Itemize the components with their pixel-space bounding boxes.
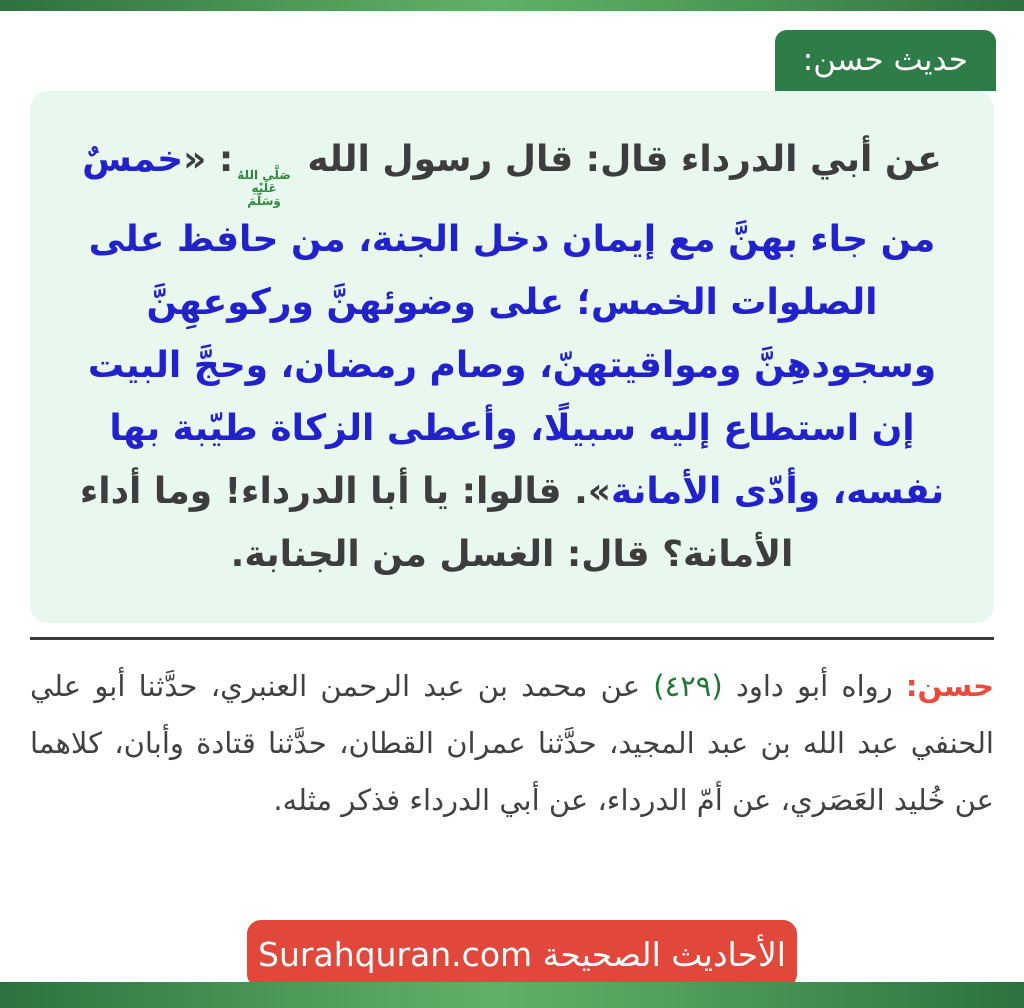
hadith-text bbox=[68, 128, 956, 586]
bottom-accent-bar bbox=[0, 982, 1024, 1008]
grading-paragraph bbox=[30, 658, 994, 829]
top-accent-bar bbox=[0, 0, 1024, 11]
hadith-text-box bbox=[30, 91, 994, 623]
salla-line-3: وَسَلَّمَ bbox=[247, 194, 281, 208]
hadith-grade-badge-label: حديث حسن: bbox=[802, 42, 968, 78]
surahquran-link-button[interactable] bbox=[247, 920, 797, 988]
quote-close-and-rest: ». قالوا: يا أبا الدرداء! وما أداء الأمانة؟ قال: الغسل من الجنابة. bbox=[79, 471, 794, 575]
quote-open: : « bbox=[183, 139, 234, 180]
grade-label: حسن: bbox=[905, 669, 995, 703]
salla-line-1: صَلَّى اللهُ bbox=[237, 168, 291, 182]
hadith-grade-badge bbox=[775, 30, 996, 91]
divider bbox=[30, 637, 994, 640]
salla-line-2: عَلَيْهِ bbox=[251, 181, 277, 195]
hadith-number: (٤٢٩) bbox=[653, 669, 723, 703]
surahquran-link-label: الأحاديث الصحيحة Surahquran.com bbox=[258, 934, 786, 974]
narrator-intro: عن أبي الدرداء قال: قال رسول الله bbox=[294, 139, 942, 180]
salla-ligature bbox=[237, 169, 291, 208]
hadith-quote: خمسٌ من جاء بهنَّ مع إيمان دخل الجنة، من حافظ على الصلوات الخمس؛ على وضوئهنَّ وركوعهِنَّ وسجودهِنَّ ومواقيتهنّ، وصام رمضان، وحجَّ البيت إن استطاع إليه سبيلًا، وأعطى الزكاة طيّبة بها نفسه، وأدّى الأمانة bbox=[82, 139, 945, 512]
source-text: رواه أبو داود bbox=[735, 669, 893, 703]
isnad-text: عن محمد بن عبد الرحمن العنبري، حدَّثنا أبو علي الحنفي عبد الله بن عبد المجيد، حدَّثنا عمران القطان، حدَّثنا قتادة وأبان، كلاهما عن خُليد العَصَري، عن أمّ الدرداء، عن أبي الدرداء فذكر مثله. bbox=[30, 669, 994, 817]
